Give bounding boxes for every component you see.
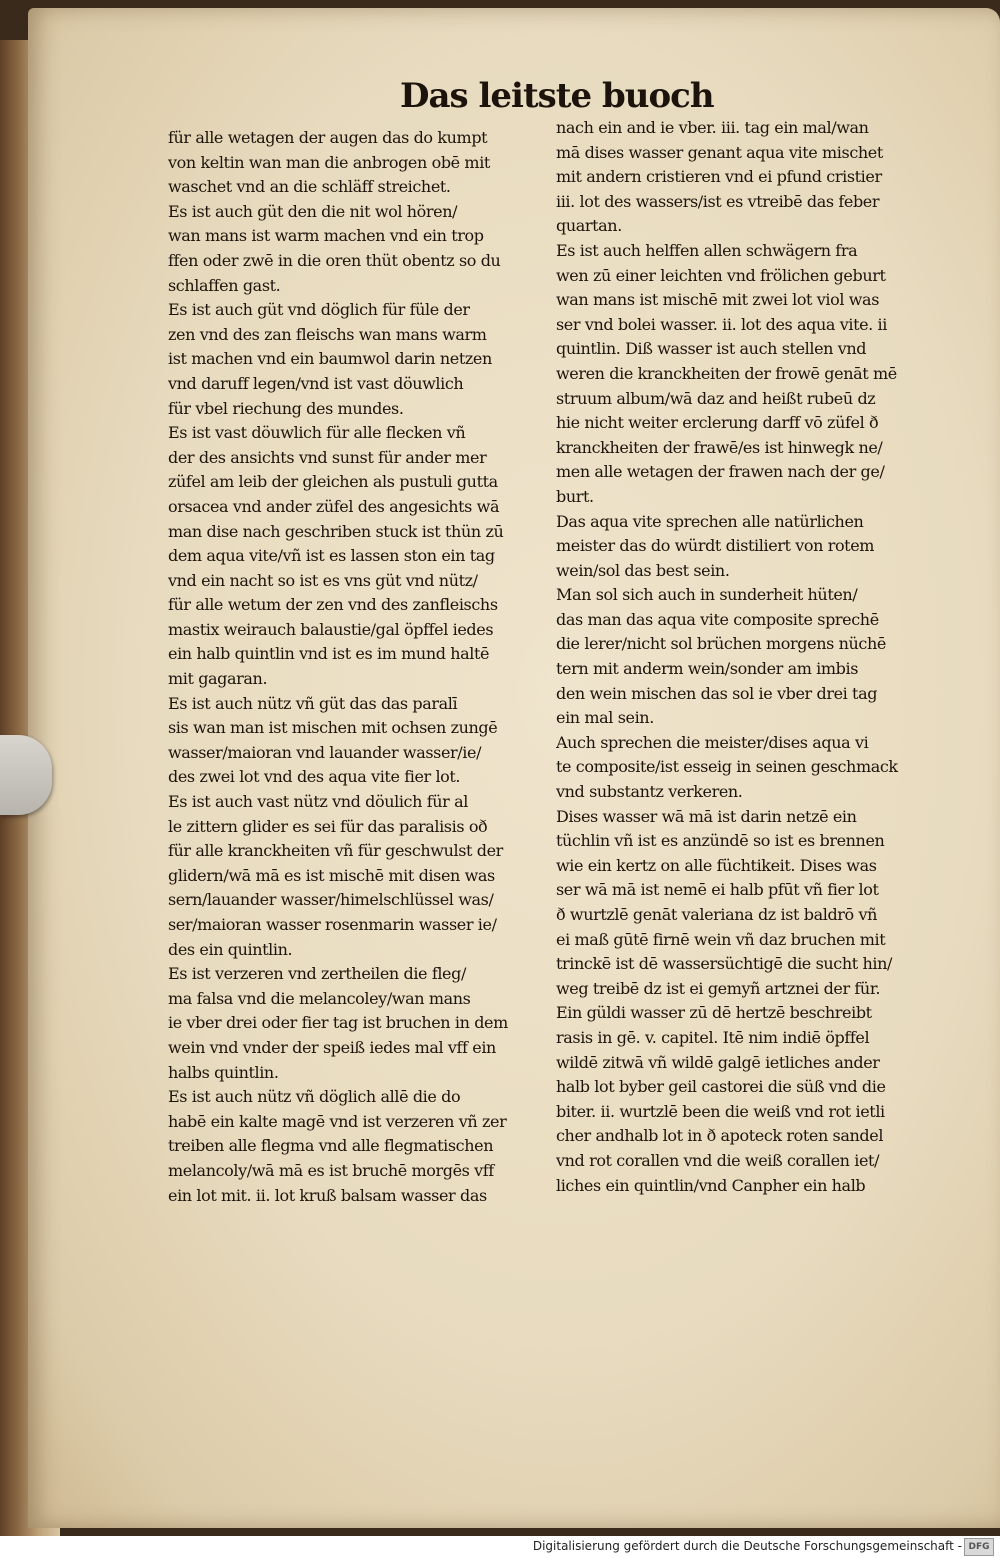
text-line: wein/sol das best sein. [556, 560, 730, 580]
footer-bar [0, 1536, 1000, 1558]
text-line: burt. [556, 486, 594, 506]
text-line: liches ein quintlin/vnd Canpher ein halb [556, 1175, 866, 1195]
text-line: ein mal sein. [556, 708, 654, 728]
text-line: meister das do würdt distiliert von rotem [556, 536, 875, 556]
text-line: halbs quintlin. [168, 1062, 279, 1082]
text-line: das man das aqua vite composite sprechē [556, 609, 879, 629]
text-line: quartan. [556, 216, 622, 236]
text-line: wildē zitwā vñ wildē galgē ietliches ander [556, 1052, 880, 1072]
text-line: struum album/wā daz and heißt rubeū dz [556, 388, 876, 408]
funding-credit: Digitalisierung gefördert durch die Deutsche Forschungsgemeinschaft - [532, 1539, 962, 1553]
text-line: vnd ein nacht so ist es vns güt vnd nütz/ [168, 570, 478, 590]
text-line: ma falsa vnd die melancoley/wan mans [168, 988, 471, 1008]
text-line: ein halb quintlin vnd ist es im mund haltē [168, 644, 490, 664]
text-line: des zwei lot vnd des aqua vite fier lot. [168, 767, 461, 787]
text-line: Es ist auch nütz vñ güt das das paralī [168, 693, 458, 713]
text-line: mastix weirauch balaustie/gal öpffel iedes [168, 619, 494, 639]
text-line: orsacea vnd ander züfel des angesichts wā [168, 496, 500, 516]
text-line: glidern/wā mā es ist mischē mit disen was [168, 865, 495, 885]
text-line: züfel am leib der gleichen als pustuli gutta [168, 472, 498, 492]
text-line: des ein quintlin. [168, 939, 293, 959]
text-line: mā dises wasser genant aqua vite mischet [556, 142, 883, 162]
text-line: sis wan man ist mischen mit ochsen zungē [168, 718, 498, 738]
text-line: der des ansichts vnd sunst für ander mer [168, 447, 487, 467]
text-line: weg treibē dz ist ei gemyñ artznei der für. [556, 978, 881, 998]
text-line: ein lot mit. ii. lot kruß balsam wasser das [168, 1185, 487, 1205]
text-line: tüchlin vñ ist es anzündē so ist es brennen [556, 831, 885, 851]
text-line: vnd substantz verkeren. [556, 782, 743, 802]
text-line: ser vnd bolei wasser. ii. lot des aqua vite. ii [556, 314, 887, 334]
text-line: ffen oder zwē in die oren thüt obentz so du [168, 250, 501, 270]
text-line: wan mans ist warm machen vnd ein trop [168, 226, 484, 246]
text-line: Dises wasser wā mā ist darin netzē ein [556, 806, 857, 826]
text-line: Es ist vast döuwlich für alle flecken vñ [168, 423, 466, 443]
text-line: mit andern cristieren vnd ei pfund cristier [556, 167, 882, 187]
text-line: waschet vnd an die schläff streichet. [168, 177, 451, 197]
text-line: Es ist auch vast nütz vnd döulich für al [168, 792, 468, 812]
text-line: wasser/maioran vnd lauander wasser/ie/ [168, 742, 482, 762]
text-line: Es ist auch güt den die nit wol hören/ [168, 201, 458, 221]
right-text-column [556, 116, 918, 1198]
dfg-logo: DFG [964, 1538, 994, 1556]
text-line: Auch sprechen die meister/dises aqua vi [556, 732, 869, 752]
text-line: Man sol sich auch in sunderheit hüten/ [556, 585, 858, 605]
text-line: melancoly/wā mā es ist bruchē morgēs vff [168, 1160, 494, 1180]
text-line: weren die kranckheiten der frowē genāt mē [556, 363, 897, 383]
text-line: biter. ii. wurtzlē been die weiß vnd rot ietli [556, 1101, 885, 1121]
text-line: von keltin wan man die anbrogen obē mit [168, 152, 490, 172]
text-line: Ein güldi wasser zū dē hertzē beschreibt [556, 1003, 872, 1023]
text-line: wan mans ist mischē mit zwei lot viol was [556, 290, 880, 310]
text-line: Es ist verzeren vnd zertheilen die fleg/ [168, 964, 466, 984]
text-line: kranckheiten der frawē/es ist hinwegk ne/ [556, 437, 883, 457]
text-line: vnd rot corallen vnd die weiß corallen iet/ [556, 1150, 880, 1170]
text-line: ser/maioran wasser rosenmarin wasser ie/ [168, 915, 497, 934]
text-line: halb lot byber geil castorei die süß vnd die [556, 1077, 886, 1097]
text-line: trinckē ist dē wassersüchtigē die sucht hin/ [556, 954, 892, 974]
text-line: mit gagaran. [168, 669, 268, 689]
text-line: ist machen vnd ein baumwol darin netzen [168, 349, 492, 369]
text-line: hie nicht weiter erclerung darff vō züfel ð [556, 413, 879, 433]
text-line: habē ein kalte magē vnd ist verzeren vñ zer [168, 1111, 507, 1131]
text-line: man dise nach geschriben stuck ist thün zū [168, 521, 504, 541]
left-text-column [168, 126, 540, 1208]
running-header: Das leitste buoch [400, 76, 714, 116]
text-line: nach ein and ie vber. iii. tag ein mal/wan [556, 118, 869, 137]
text-line: te composite/ist esseig in seinen geschmack [556, 757, 898, 777]
text-line: dem aqua vite/vñ ist es lassen ston ein tag [168, 546, 495, 566]
text-line: ei maß gūtē firnē wein vñ daz bruchen mit [556, 929, 886, 949]
text-line: iii. lot des wassers/ist es vtreibē das feber [556, 191, 880, 211]
text-line: wein vnd vnder der speiß iedes mal vff ein [168, 1037, 496, 1057]
text-line: le zittern glider es sei für das paralisis oð [168, 816, 488, 836]
text-line: schlaffen gast. [168, 275, 281, 295]
text-line: zen vnd des zan fleischs wan mans warm [168, 324, 487, 344]
text-line: Es ist auch güt vnd döglich für füle der [168, 300, 470, 320]
text-line: men alle wetagen der frawen nach der ge/ [556, 462, 885, 482]
text-line: die lerer/nicht sol brüchen morgens nüchē [556, 634, 886, 654]
text-line: quintlin. Diß wasser ist auch stellen vnd [556, 339, 867, 359]
text-line: für alle wetum der zen vnd des zanfleischs [168, 595, 498, 615]
text-line: für vbel riechung des mundes. [168, 398, 404, 418]
text-line: Es ist auch nütz vñ döglich allē die do [168, 1087, 461, 1107]
text-line: den wein mischen das sol ie vber drei tag [556, 683, 878, 703]
text-line: rasis in gē. v. capitel. Itē nim indiē öpffel [556, 1027, 870, 1047]
text-line: für alle kranckheiten vñ für geschwulst der [168, 841, 503, 861]
text-line: ie vber drei oder fier tag ist bruchen in dem [168, 1013, 508, 1033]
text-line: treiben alle flegma vnd alle flegmatischen [168, 1136, 494, 1156]
text-line: Es ist auch helffen allen schwägern fra [556, 240, 858, 260]
text-line: sern/lauander wasser/himelschlüssel was/ [168, 890, 494, 910]
text-line: wen zū einer leichten vnd frölichen geburt [556, 265, 886, 285]
text-line: für alle wetagen der augen das do kumpt [168, 128, 488, 147]
text-line: vnd daruff legen/vnd ist vast döuwlich [168, 373, 464, 393]
text-line: cher andhalb lot in ð apoteck roten sandel [556, 1126, 884, 1146]
text-line: tern mit anderm wein/sonder am imbis [556, 659, 859, 679]
text-line: ð wurtzlē genāt valeriana dz ist baldrō vñ [556, 905, 878, 924]
text-line: Das aqua vite sprechen alle natürlichen [556, 511, 864, 531]
text-line: ser wā mā ist nemē ei halb pfūt vñ fier lot [556, 880, 879, 900]
text-line: wie ein kertz on alle füchtikeit. Dises was [556, 855, 877, 875]
